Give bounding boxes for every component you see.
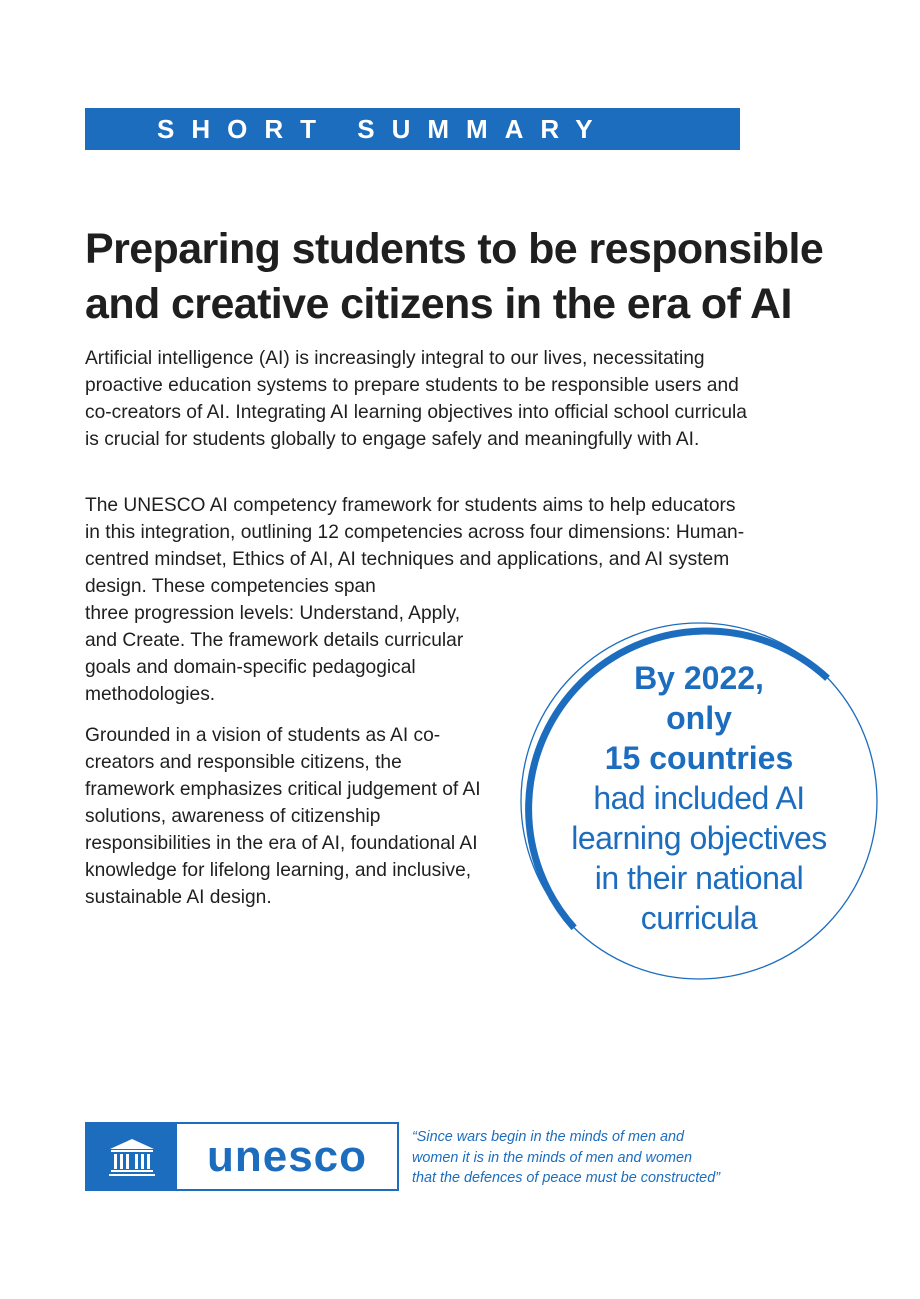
banner-label: SHORT SUMMARY xyxy=(157,113,610,144)
unesco-logo xyxy=(85,1122,399,1191)
callout-count: 15 countries xyxy=(604,740,794,776)
callout-line-7: curricula xyxy=(640,900,758,936)
framework-paragraph-part-2: three progression levels: Understand, Apply, and Create. The framework details curricular goals and domain-specific pedagogical methodologies. xyxy=(85,603,464,705)
callout-only: only xyxy=(666,700,732,736)
motto-line-3: that the defences of peace must be constructed” xyxy=(412,1170,720,1186)
motto-line-2: women it is in the minds of men and women xyxy=(412,1149,692,1166)
framework-paragraph-part-1: The UNESCO AI competency framework for students aims to help educators in this integration, outlining 12 competencies across four dimensions: Human-centred mindset, Ethics of AI, AI techniques and applications, and AI system design. These competencies span xyxy=(85,495,745,597)
statistic-callout xyxy=(518,620,880,982)
page-title xyxy=(85,222,865,332)
logo-wordmark: unesco xyxy=(206,1131,368,1181)
section-banner xyxy=(85,108,740,150)
callout-year: By 2022, xyxy=(634,660,764,696)
callout-line-6: in their national xyxy=(594,860,804,896)
title-line-2: and creative citizens in the era of AI xyxy=(85,280,792,328)
temple-icon xyxy=(87,1124,177,1189)
title-line-1: Preparing students to be responsible xyxy=(85,225,824,273)
callout-text xyxy=(518,658,880,938)
vision-paragraph: Grounded in a vision of students as AI co-creators and responsible citizens, the framework emphasizes critical judgement of AI solutions, awareness of citizenship responsibilities in the era of AI, foundational AI knowledge for lifelong learning, and inclusive, sustainable AI design. xyxy=(85,725,481,908)
callout-line-4: had included AI xyxy=(593,780,805,816)
motto-line-1: “Since wars begin in the minds of men and xyxy=(412,1129,684,1145)
callout-line-5: learning objectives xyxy=(571,820,827,856)
unesco-motto xyxy=(412,1127,772,1189)
intro-paragraph: Artificial intelligence (AI) is increasingly integral to our lives, necessitating proactive education systems to prepare students to be responsible users and co-creators of AI. Integrating AI learning objectives into official school curricula is crucial for students globally to engage safely and meaningfully with AI. xyxy=(85,348,747,450)
